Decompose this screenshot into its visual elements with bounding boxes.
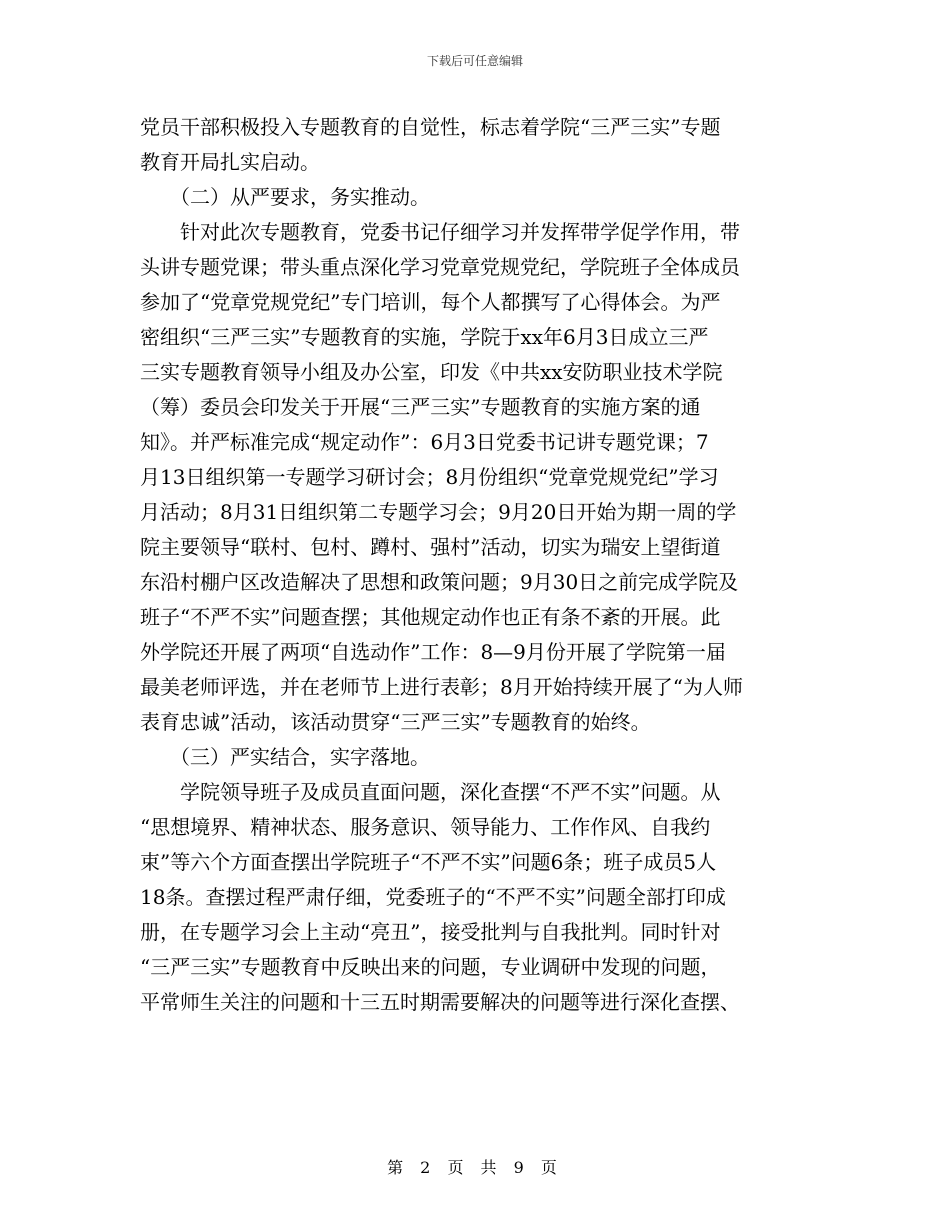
text-line: 党员干部积极投入专题教育的自觉性，标志着学院“三严三实”专题 <box>140 115 721 139</box>
text-line: 外学院还开展了两项“自选动作”工作：8—9月份开展了学院第一届 <box>140 640 726 664</box>
text-line: 月活动；8月31日组织第二专题学习会；9月20日开始为期一周的学 <box>140 500 737 524</box>
section-heading: （三）严实结合，实字落地。 <box>140 745 430 769</box>
text-line: 月13日组织第一专题学习研讨会；8月份组织“党章党规党纪”学习 <box>140 465 719 489</box>
body-text <box>140 110 820 1020</box>
page-footer: 第 2 页 共 9 页 <box>387 1158 563 1177</box>
page-header: 下载后可任意编辑 <box>426 54 523 68</box>
text-line: 针对此次专题教育，党委书记仔细学习并发挥带学促学作用，带 <box>140 220 740 244</box>
text-line: 院主要领导“联村、包村、蹲村、强村”活动，切实为瑞安上望街道 <box>140 535 721 559</box>
text-line: 班子“不严不实”问题查摆；其他规定动作也正有条不紊的开展。此 <box>140 605 721 629</box>
text-line: 知》。并严标准完成“规定动作”：6月3日党委书记讲专题党课；7 <box>140 430 709 454</box>
text-line: 表育忠诚”活动，该活动贯穿“三严三实”专题教育的始终。 <box>140 710 651 734</box>
text-line: 最美老师评选，并在老师节上进行表彰；8月开始持续开展了“为人师 <box>140 675 743 699</box>
text-line: “三严三实”专题教育中反映出来的问题，专业调研中发现的问题， <box>140 955 721 979</box>
section-heading: （二）从严要求，务实推动。 <box>140 185 430 209</box>
text-line: 平常师生关注的问题和十三五时期需要解决的问题等进行深化查摆、 <box>140 990 740 1014</box>
text-line: （筹）委员会印发关于开展“三严三实”专题教育的实施方案的通 <box>140 395 701 419</box>
text-line: 头讲专题党课；带头重点深化学习党章党规党纪，学院班子全体成员 <box>140 255 740 279</box>
text-line: 东沿村棚户区改造解决了思想和政策问题；9月30日之前完成学院及 <box>140 570 739 594</box>
text-line: 束”等六个方面查摆出学院班子“不严不实”问题6条；班子成员5人 <box>140 850 717 874</box>
text-line: 三实专题教育领导小组及办公室，印发《中共xx安防职业技术学院 <box>140 360 723 384</box>
text-line: 密组织“三严三实”专题教育的实施，学院于xx年6月3日成立三严 <box>140 325 709 349</box>
text-line: “思想境界、精神状态、服务意识、领导能力、工作作风、自我约 <box>140 815 711 839</box>
text-line: 册，在专题学习会上主动“亮丑”，接受批判与自我批判。同时针对 <box>140 920 721 944</box>
text-line: 参加了“党章党规党纪”专门培训，每个人都撰写了心得体会。为严 <box>140 290 721 314</box>
text-line: 教育开局扎实启动。 <box>140 150 320 174</box>
text-line: 学院领导班子及成员直面问题，深化查摆“不严不实”问题。从 <box>140 780 721 804</box>
text-line: 18条。查摆过程严肃仔细，党委班子的“不严不实”问题全部打印成 <box>140 885 726 909</box>
